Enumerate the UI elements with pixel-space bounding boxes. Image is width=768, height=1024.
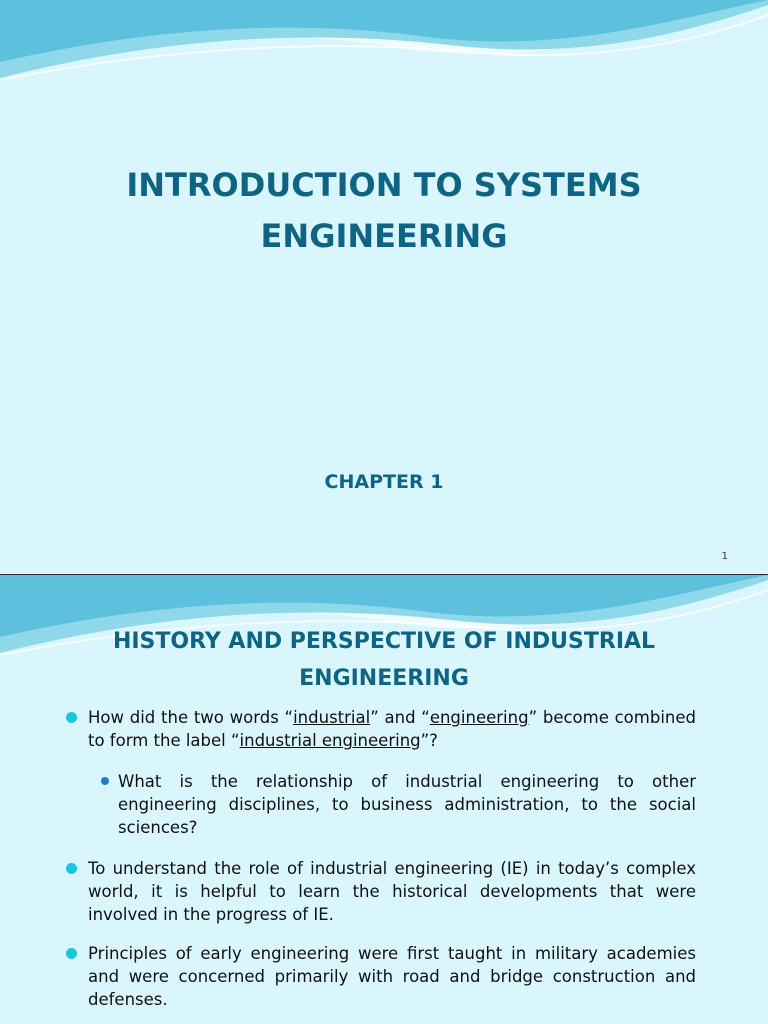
bullet-text: ”? xyxy=(420,731,438,750)
sub-bullet-dot-icon xyxy=(101,777,109,785)
bullet-list xyxy=(0,706,768,1011)
bullet-text: What is the relationship of industrial engineering to other engineering disciplines, to business administration, to the social sciences? xyxy=(118,772,696,837)
underlined-term: engineering xyxy=(429,708,529,727)
underlined-term: industrial xyxy=(293,708,371,727)
title-line: ENGINEERING xyxy=(299,666,469,691)
title-line: ENGINEERING xyxy=(260,217,508,255)
page-number: 1 xyxy=(721,551,728,562)
bullet-text: How did the two words “ xyxy=(88,708,294,727)
bullet-text: Principles of early engineering were first taught in military academies and were concerned primarily with road and bridge construction and defenses. xyxy=(88,944,696,1009)
bullet-dot-icon xyxy=(66,863,77,874)
slide-2 xyxy=(0,575,768,1024)
sub-bullet-item xyxy=(118,770,696,839)
bullet-text: ” become combined to form the label “ xyxy=(88,708,696,750)
bullet-item xyxy=(88,942,696,1011)
bullet-text: ” and “ xyxy=(370,708,430,727)
title-line: INTRODUCTION TO SYSTEMS xyxy=(126,166,642,204)
bullet-dot-icon xyxy=(66,948,77,959)
underlined-term: industrial engineering xyxy=(239,731,421,750)
title-line: HISTORY AND PERSPECTIVE OF INDUSTRIAL xyxy=(112,629,656,654)
bullet-item xyxy=(88,857,696,926)
slide-title xyxy=(60,623,708,697)
bullet-dot-icon xyxy=(66,712,77,723)
slide-title xyxy=(40,160,728,262)
wave-decoration xyxy=(0,0,768,90)
bullet-text: To understand the role of industrial engineering (IE) in today’s complex world, it is helpful to learn the historical developments that were involved in the progress of IE. xyxy=(88,859,696,924)
slide-subtitle: CHAPTER 1 xyxy=(324,471,444,493)
bullet-item xyxy=(88,706,696,752)
